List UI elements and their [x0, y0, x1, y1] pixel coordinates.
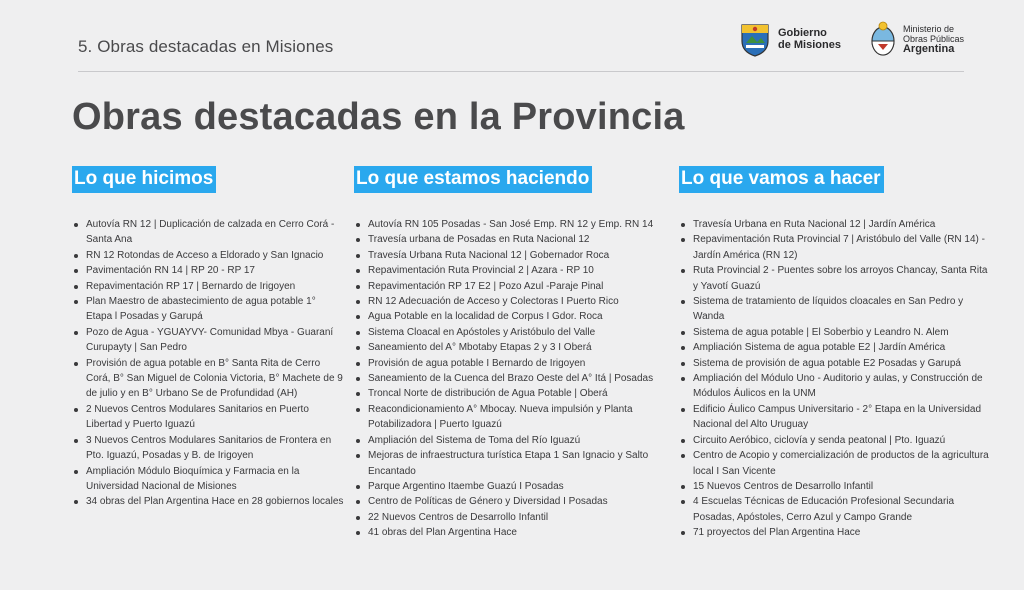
list-item: RN 12 Adecuación de Acceso y Colectoras I Puerto Rico	[354, 294, 654, 309]
list-item: Travesía urbana de Posadas en Ruta Nacional 12	[354, 232, 654, 247]
list-item: Ampliación Módulo Bioquímica y Farmacia en la Universidad Nacional de Misiones	[72, 464, 344, 495]
list-item: Autovía RN 105 Posadas - San José Emp. RN 12 y Emp. RN 14	[354, 217, 654, 232]
list-item: Pozo de Agua - YGUAYVY- Comunidad Mbya - Guaraní Curupayty | San Pedro	[72, 325, 344, 356]
argentina-escudo-icon	[869, 20, 897, 58]
logo-ministerio-line2: Obras Públicas	[902, 34, 964, 44]
list-item: Saneamiento de la Cuenca del Brazo Oeste del A° Itá | Posadas	[354, 371, 654, 386]
list-item: Sistema de agua potable | El Soberbio y Leandro N. Alem	[679, 325, 989, 340]
list-item: Repavimentación RP 17 | Bernardo de Irigoyen	[72, 279, 344, 294]
list-item: Centro de Acopio y comercialización de productos de la agricultura local I San Vicente	[679, 448, 989, 479]
list-item: Centro de Políticas de Género y Diversidad I Posadas	[354, 494, 654, 509]
column-lo-que-estamos-haciendo	[354, 166, 654, 541]
list-item: 4 Escuelas Técnicas de Educación Profesional Secundaria Posadas, Apóstoles, Cerro Azul y Campo Grande	[679, 494, 989, 525]
list-item: Travesía Urbana Ruta Nacional 12 | Gobernador Roca	[354, 248, 654, 263]
list-item: Provisión de agua potable I Bernardo de Irigoyen	[354, 356, 654, 371]
section-label: 5. Obras destacadas en Misiones	[78, 37, 334, 56]
works-list	[679, 217, 989, 541]
list-item: Mejoras de infraestructura turística Etapa 1 San Ignacio y Salto Encantado	[354, 448, 654, 479]
list-item: Sistema de tratamiento de líquidos cloacales en San Pedro y Wanda	[679, 294, 989, 325]
list-item: 22 Nuevos Centros de Desarrollo Infantil	[354, 510, 654, 525]
page-title: Obras destacadas en la Provincia	[72, 96, 685, 138]
ministerio-obras-publicas-logo	[869, 20, 964, 58]
list-item: Ampliación del Sistema de Toma del Río Iguazú	[354, 433, 654, 448]
list-item: Reacondicionamiento A° Mbocay. Nueva impulsión y Planta Potabilizadora | Puerto Iguazú	[354, 402, 654, 433]
logos	[738, 20, 964, 58]
list-item: Ampliación del Módulo Uno - Auditorio y aulas, y Construcción de Módulos Áulicos en la UNM	[679, 371, 989, 402]
list-item: Sistema Cloacal en Apóstoles y Aristóbulo del Valle	[354, 325, 654, 340]
list-item: Provisión de agua potable en B° Santa Rita de Cerro Corá, B° San Miguel de Colonia Victoria, B° Machete de 9 de julio y en B° Urbano Se de Profundidad (AH)	[72, 356, 344, 402]
list-item: 2 Nuevos Centros Modulares Sanitarios en Puerto Libertad y Puerto Iguazú	[72, 402, 344, 433]
list-item: Repavimentación Ruta Provincial 2 | Azara - RP 10	[354, 263, 654, 278]
column-heading: Lo que hicimos	[72, 166, 216, 193]
list-item: Agua Potable en la localidad de Corpus I Gdor. Roca	[354, 309, 654, 324]
list-item: Travesía Urbana en Ruta Nacional 12 | Jardín América	[679, 217, 989, 232]
list-item: Sistema de provisión de agua potable E2 Posadas y Garupá	[679, 356, 989, 371]
header-divider	[78, 71, 964, 72]
list-item: 34 obras del Plan Argentina Hace en 28 gobiernos locales	[72, 494, 344, 509]
list-item: Ampliación Sistema de agua potable E2 | Jardín América	[679, 340, 989, 355]
list-item: Plan Maestro de abastecimiento de agua potable 1° Etapa l Posadas y Garupá	[72, 294, 344, 325]
list-item: Edificio Áulico Campus Universitario - 2° Etapa en la Universidad Nacional del Alto Uruguay	[679, 402, 989, 433]
misiones-shield-icon	[738, 21, 772, 57]
list-item: Pavimentación RN 14 | RP 20 - RP 17	[72, 263, 344, 278]
logo-gobierno-line1: Gobierno	[778, 27, 827, 39]
list-item: Repavimentación Ruta Provincial 7 | Aristóbulo del Valle (RN 14) - Jardín América (RN 12)	[679, 232, 989, 263]
list-item: Circuito Aeróbico, ciclovía y senda peatonal | Pto. Iguazú	[679, 433, 989, 448]
list-item: 15 Nuevos Centros de Desarrollo Infantil	[679, 479, 989, 494]
list-item: Parque Argentino Itaembe Guazú I Posadas	[354, 479, 654, 494]
list-item: Autovía RN 12 | Duplicación de calzada en Cerro Corá - Santa Ana	[72, 217, 344, 248]
column-heading: Lo que vamos a hacer	[679, 166, 884, 193]
works-list	[72, 217, 344, 510]
list-item: Troncal Norte de distribución de Agua Potable | Oberá	[354, 386, 654, 401]
column-lo-que-hicimos	[72, 166, 344, 510]
logo-ministerio-line3: Argentina	[902, 43, 955, 55]
list-item: Repavimentación RP 17 E2 | Pozo Azul -Paraje Pinal	[354, 279, 654, 294]
column-heading: Lo que estamos haciendo	[354, 166, 592, 193]
logo-ministerio-line1: Ministerio de	[902, 24, 954, 34]
list-item: 3 Nuevos Centros Modulares Sanitarios de Frontera en Pto. Iguazú, Posadas y B. de Irigoyen	[72, 433, 344, 464]
logo-gobierno-line2: de Misiones	[778, 39, 841, 51]
list-item: 41 obras del Plan Argentina Hace	[354, 525, 654, 540]
gobierno-misiones-logo	[738, 21, 841, 57]
list-item: RN 12 Rotondas de Acceso a Eldorado y San Ignacio	[72, 248, 344, 263]
list-item: Ruta Provincial 2 - Puentes sobre los arroyos Chancay, Santa Rita y Yavotí Guazú	[679, 263, 989, 294]
works-list	[354, 217, 654, 541]
list-item: Saneamiento del A° Mbotaby Etapas 2 y 3 I Oberá	[354, 340, 654, 355]
list-item: 71 proyectos del Plan Argentina Hace	[679, 525, 989, 540]
column-lo-que-vamos-a-hacer	[679, 166, 989, 541]
